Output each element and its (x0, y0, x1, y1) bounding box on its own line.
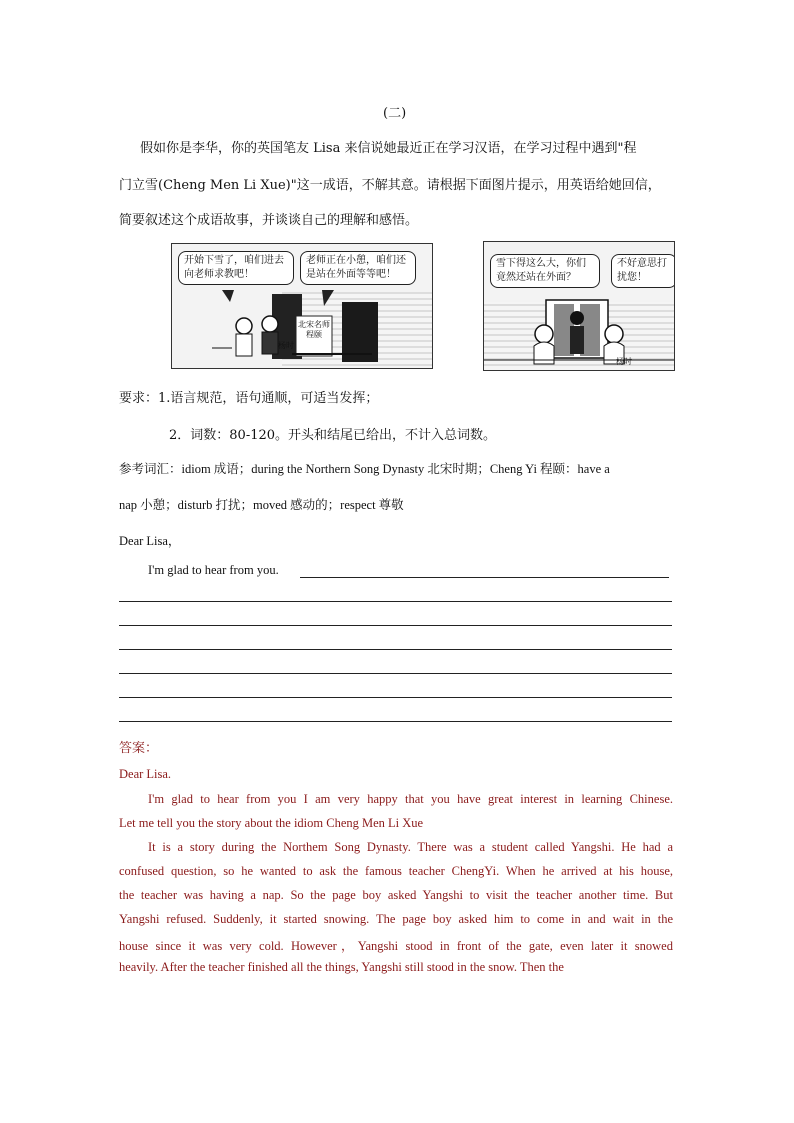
vocab-line-1: 参考词汇：idiom 成语；during the Northern Song Dynasty 北宋时期；Cheng Yi 程颐：have a (119, 462, 610, 476)
answer-greeting: Dear Lisa. (119, 767, 172, 781)
writing-line[interactable] (300, 577, 669, 578)
speech-bubble-right-2: 不好意思打扰您！ (611, 254, 675, 288)
answer-line: Yangshi refused. Suddenly, it started snowing. The page boy asked him to come in and wait in the (119, 912, 673, 926)
name-tag-right: 杨时 (616, 357, 632, 366)
letter-opening: I'm glad to hear from you. (148, 563, 279, 577)
answer-line: It is a story during the Northem Song Dynasty. There was a student called Yangshi. He had a (148, 840, 673, 854)
comic-sign: 北宋名师程颐 (298, 320, 330, 339)
comic-illustration-left (172, 244, 432, 368)
section-title: (二) (383, 106, 407, 121)
comic-panel-left (171, 243, 433, 369)
prompt-line-1: 假如你是李华，你的英国笔友 Lisa 来信说她最近正在学习汉语，在学习过程中遇到"程 (140, 141, 637, 156)
speech-bubble-left-2: 老师正在小憩，咱们还是站在外面等等吧！ (300, 251, 416, 285)
answer-line: heavily. After the teacher finished all the things, Yangshi still stood in the snow. Then the (119, 960, 564, 974)
answer-line: I'm glad to hear from you I am very happy that you have great interest in learning Chinese. (148, 792, 673, 806)
requirement-line-1: 要求：1.语言规范，语句通顺，可适当发挥； (119, 391, 379, 406)
writing-line[interactable] (119, 697, 672, 698)
answer-label: 答案： (119, 741, 159, 756)
writing-line[interactable] (119, 721, 672, 722)
speech-bubble-left-1: 开始下雪了，咱们进去向老师求教吧！ (178, 251, 294, 285)
writing-line[interactable] (119, 625, 672, 626)
prompt-line-2: 门立雪(Cheng Men Li Xue)"这一成语，不解其意。请根据下面图片提示，用英语给她回信， (119, 178, 661, 193)
vocab-line-2: nap 小憩；disturb 打扰；moved 感动的；respect 尊敬 (119, 498, 404, 512)
writing-line[interactable] (119, 649, 672, 650)
answer-line: the teacher was having a nap. So the page boy asked Yangshi to visit the teacher another time. But (119, 888, 673, 902)
requirement-line-2: 2．词数：80-120。开头和结尾已给出，不计入总词数。 (169, 428, 497, 443)
name-tag-left: 杨时 (278, 341, 294, 350)
writing-line[interactable] (119, 601, 672, 602)
answer-line: Let me tell you the story about the idiom Cheng Men Li Xue (119, 816, 424, 830)
comic-illustration-right (484, 242, 674, 370)
comic-panel-right (483, 241, 675, 371)
prompt-line-3: 简要叙述这个成语故事，并谈谈自己的理解和感悟。 (119, 213, 419, 228)
writing-line[interactable] (119, 673, 672, 674)
speech-bubble-right-1: 雪下得这么大，你们竟然还站在外面？ (490, 254, 600, 288)
letter-greeting: Dear Lisa， (119, 534, 181, 548)
answer-line: confused question, so he wanted to ask the famous teacher ChengYi. When he arrived at his house, (119, 864, 673, 878)
answer-line: house since it was very cold. However，Yangshi stood in front of the gate, even later it snowed (119, 939, 673, 953)
